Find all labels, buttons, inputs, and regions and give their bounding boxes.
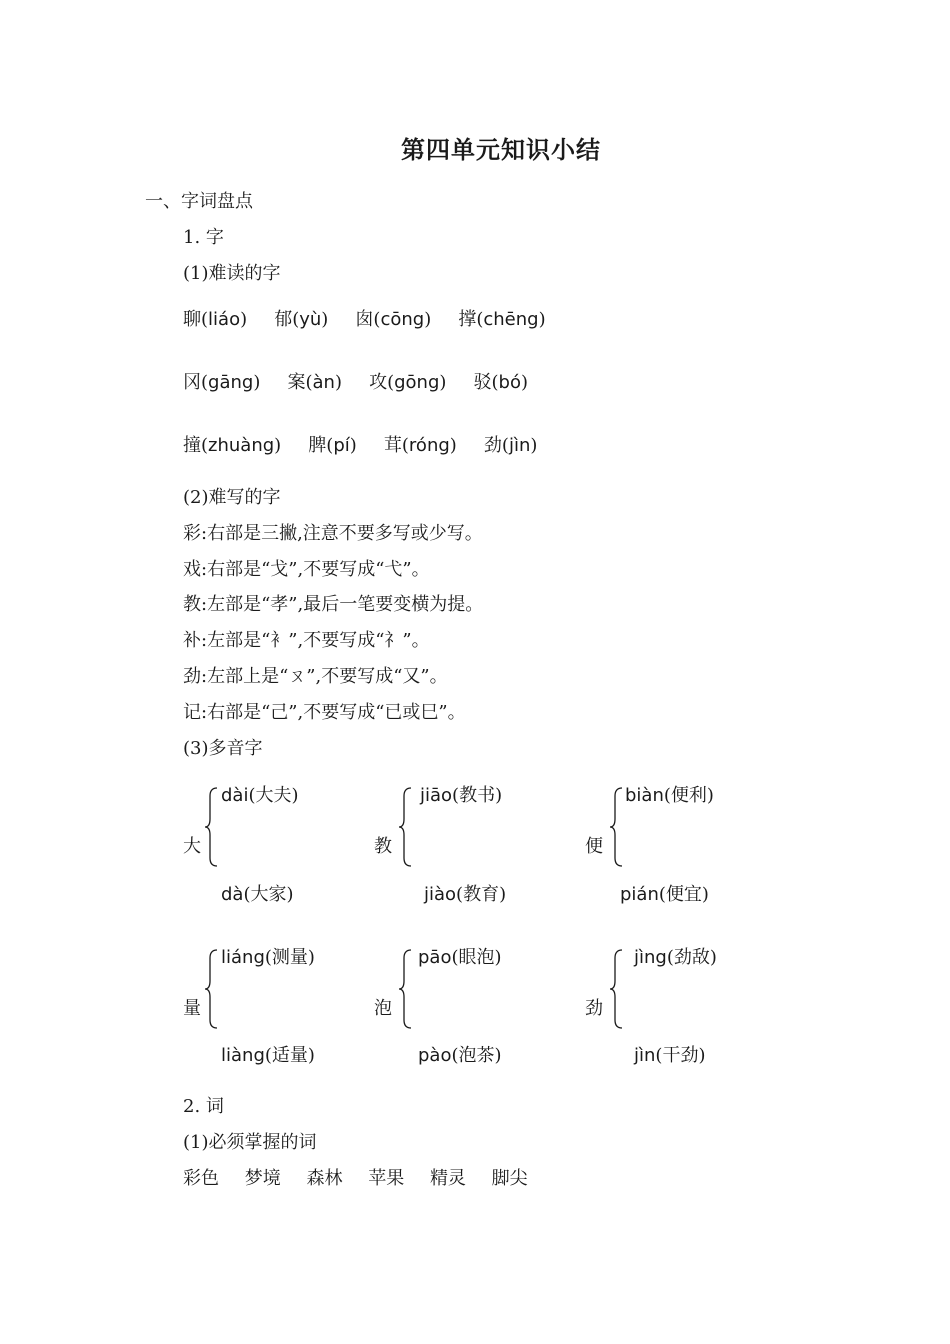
hard-read-char: 撞 xyxy=(183,435,201,456)
hard-read-char: 案 xyxy=(287,372,306,393)
words-heading: (1)必须掌握的词 xyxy=(183,1132,317,1153)
hard-read-char: 攻 xyxy=(369,372,388,393)
polyphonic-reading-top: jìng(劲敌) xyxy=(634,947,717,968)
polyphonic-reading-bottom: jiào(教育) xyxy=(424,884,507,905)
polyphonic-char: 教 xyxy=(374,836,392,857)
hard-read-pinyin: bó xyxy=(498,372,521,393)
subsection-heading-characters: 1. 字 xyxy=(183,227,224,248)
hard-read-row: 冈(gāng) 案(àn) 攻(gōng) 驳(bó) xyxy=(183,372,529,393)
section-heading: 一、字词盘点 xyxy=(145,191,253,212)
curly-brace-icon xyxy=(398,787,412,867)
curly-brace-icon xyxy=(609,949,623,1029)
polyphonic-reading-bottom: pào(泡茶) xyxy=(418,1045,502,1066)
polyphonic-reading-top: biàn(便利) xyxy=(625,785,714,806)
polyphonic-char: 便 xyxy=(585,836,603,857)
word-item: 梦境 xyxy=(244,1168,281,1189)
curly-brace-icon xyxy=(204,787,218,867)
hard-read-char: 茸 xyxy=(383,435,402,456)
hard-read-pinyin: liáo xyxy=(208,309,241,330)
curly-brace-icon xyxy=(204,949,218,1029)
polyphonic-reading-bottom: jìn(干劲) xyxy=(634,1045,706,1066)
word-item: 苹果 xyxy=(368,1168,405,1189)
word-item: 脚尖 xyxy=(491,1168,528,1189)
polyphonic-reading-top: liáng(测量) xyxy=(221,947,315,968)
polyphonic-reading-top: dài(大夫) xyxy=(221,785,299,806)
hard-read-pinyin: jìn xyxy=(508,435,531,456)
polyphonic-reading-top: pāo(眼泡) xyxy=(418,947,502,968)
polyphonic-reading-bottom: pián(便宜) xyxy=(620,884,709,905)
polyphonic-char: 量 xyxy=(183,998,201,1019)
hard-read-char: 脾 xyxy=(308,435,327,456)
polyphonic-char: 大 xyxy=(183,836,201,857)
word-item: 彩色 xyxy=(183,1168,219,1189)
hard-read-pinyin: róng xyxy=(408,435,450,456)
word-item: 森林 xyxy=(306,1168,343,1189)
hard-read-char: 劲 xyxy=(483,435,502,456)
hard-write-line: 劲:左部上是“ㄡ”,不要写成“又”。 xyxy=(183,666,448,687)
hard-read-pinyin: cōng xyxy=(380,309,425,330)
polyphonic-reading-bottom: dà(大家) xyxy=(221,884,294,905)
polyphonic-reading-bottom: liàng(适量) xyxy=(221,1045,315,1066)
hard-read-char: 郁 xyxy=(274,309,293,330)
hard-write-line: 戏:右部是“戈”,不要写成“弋”。 xyxy=(183,559,430,580)
curly-brace-icon xyxy=(398,949,412,1029)
hard-read-pinyin: àn xyxy=(312,372,335,393)
page-title: 第四单元知识小结 xyxy=(401,135,601,164)
polyphonic-char: 泡 xyxy=(374,998,392,1019)
hard-read-row: 聊(liáo) 郁(yù) 囱(cōng) 撑(chēng) xyxy=(183,309,546,330)
hard-write-line: 补:左部是“衤”,不要写成“礻”。 xyxy=(183,630,430,651)
hard-write-heading: (2)难写的字 xyxy=(183,487,281,508)
hard-read-char: 聊 xyxy=(183,309,201,330)
hard-read-char: 囱 xyxy=(355,309,374,330)
polyphonic-heading: (3)多音字 xyxy=(183,738,263,759)
subsection-heading-words: 2. 词 xyxy=(183,1096,224,1117)
hard-write-line: 记:右部是“己”,不要写成“已或巳”。 xyxy=(183,702,466,723)
word-item: 精灵 xyxy=(429,1168,466,1189)
hard-read-pinyin: chēng xyxy=(483,309,539,330)
hard-write-line: 彩:右部是三撇,注意不要多写或少写。 xyxy=(183,523,483,544)
hard-read-char: 驳 xyxy=(473,372,492,393)
curly-brace-icon xyxy=(609,787,623,867)
polyphonic-char: 劲 xyxy=(585,998,603,1019)
polyphonic-reading-top: jiāo(教书) xyxy=(420,785,503,806)
hard-read-heading: (1)难读的字 xyxy=(183,263,281,284)
hard-read-pinyin: gōng xyxy=(394,372,440,393)
hard-read-pinyin: pí xyxy=(333,435,350,456)
hard-read-char: 撑 xyxy=(458,309,477,330)
hard-read-row: 撞(zhuàng) 脾(pí) 茸(róng) 劲(jìn) xyxy=(183,435,538,456)
hard-read-char: 冈 xyxy=(183,372,201,393)
hard-read-pinyin: yù xyxy=(299,309,322,330)
hard-write-line: 教:左部是“孝”,最后一笔要变横为提。 xyxy=(183,594,484,615)
hard-read-pinyin: gāng xyxy=(208,372,254,393)
word-list xyxy=(183,1170,528,1188)
hard-read-pinyin: zhuàng xyxy=(208,435,275,456)
